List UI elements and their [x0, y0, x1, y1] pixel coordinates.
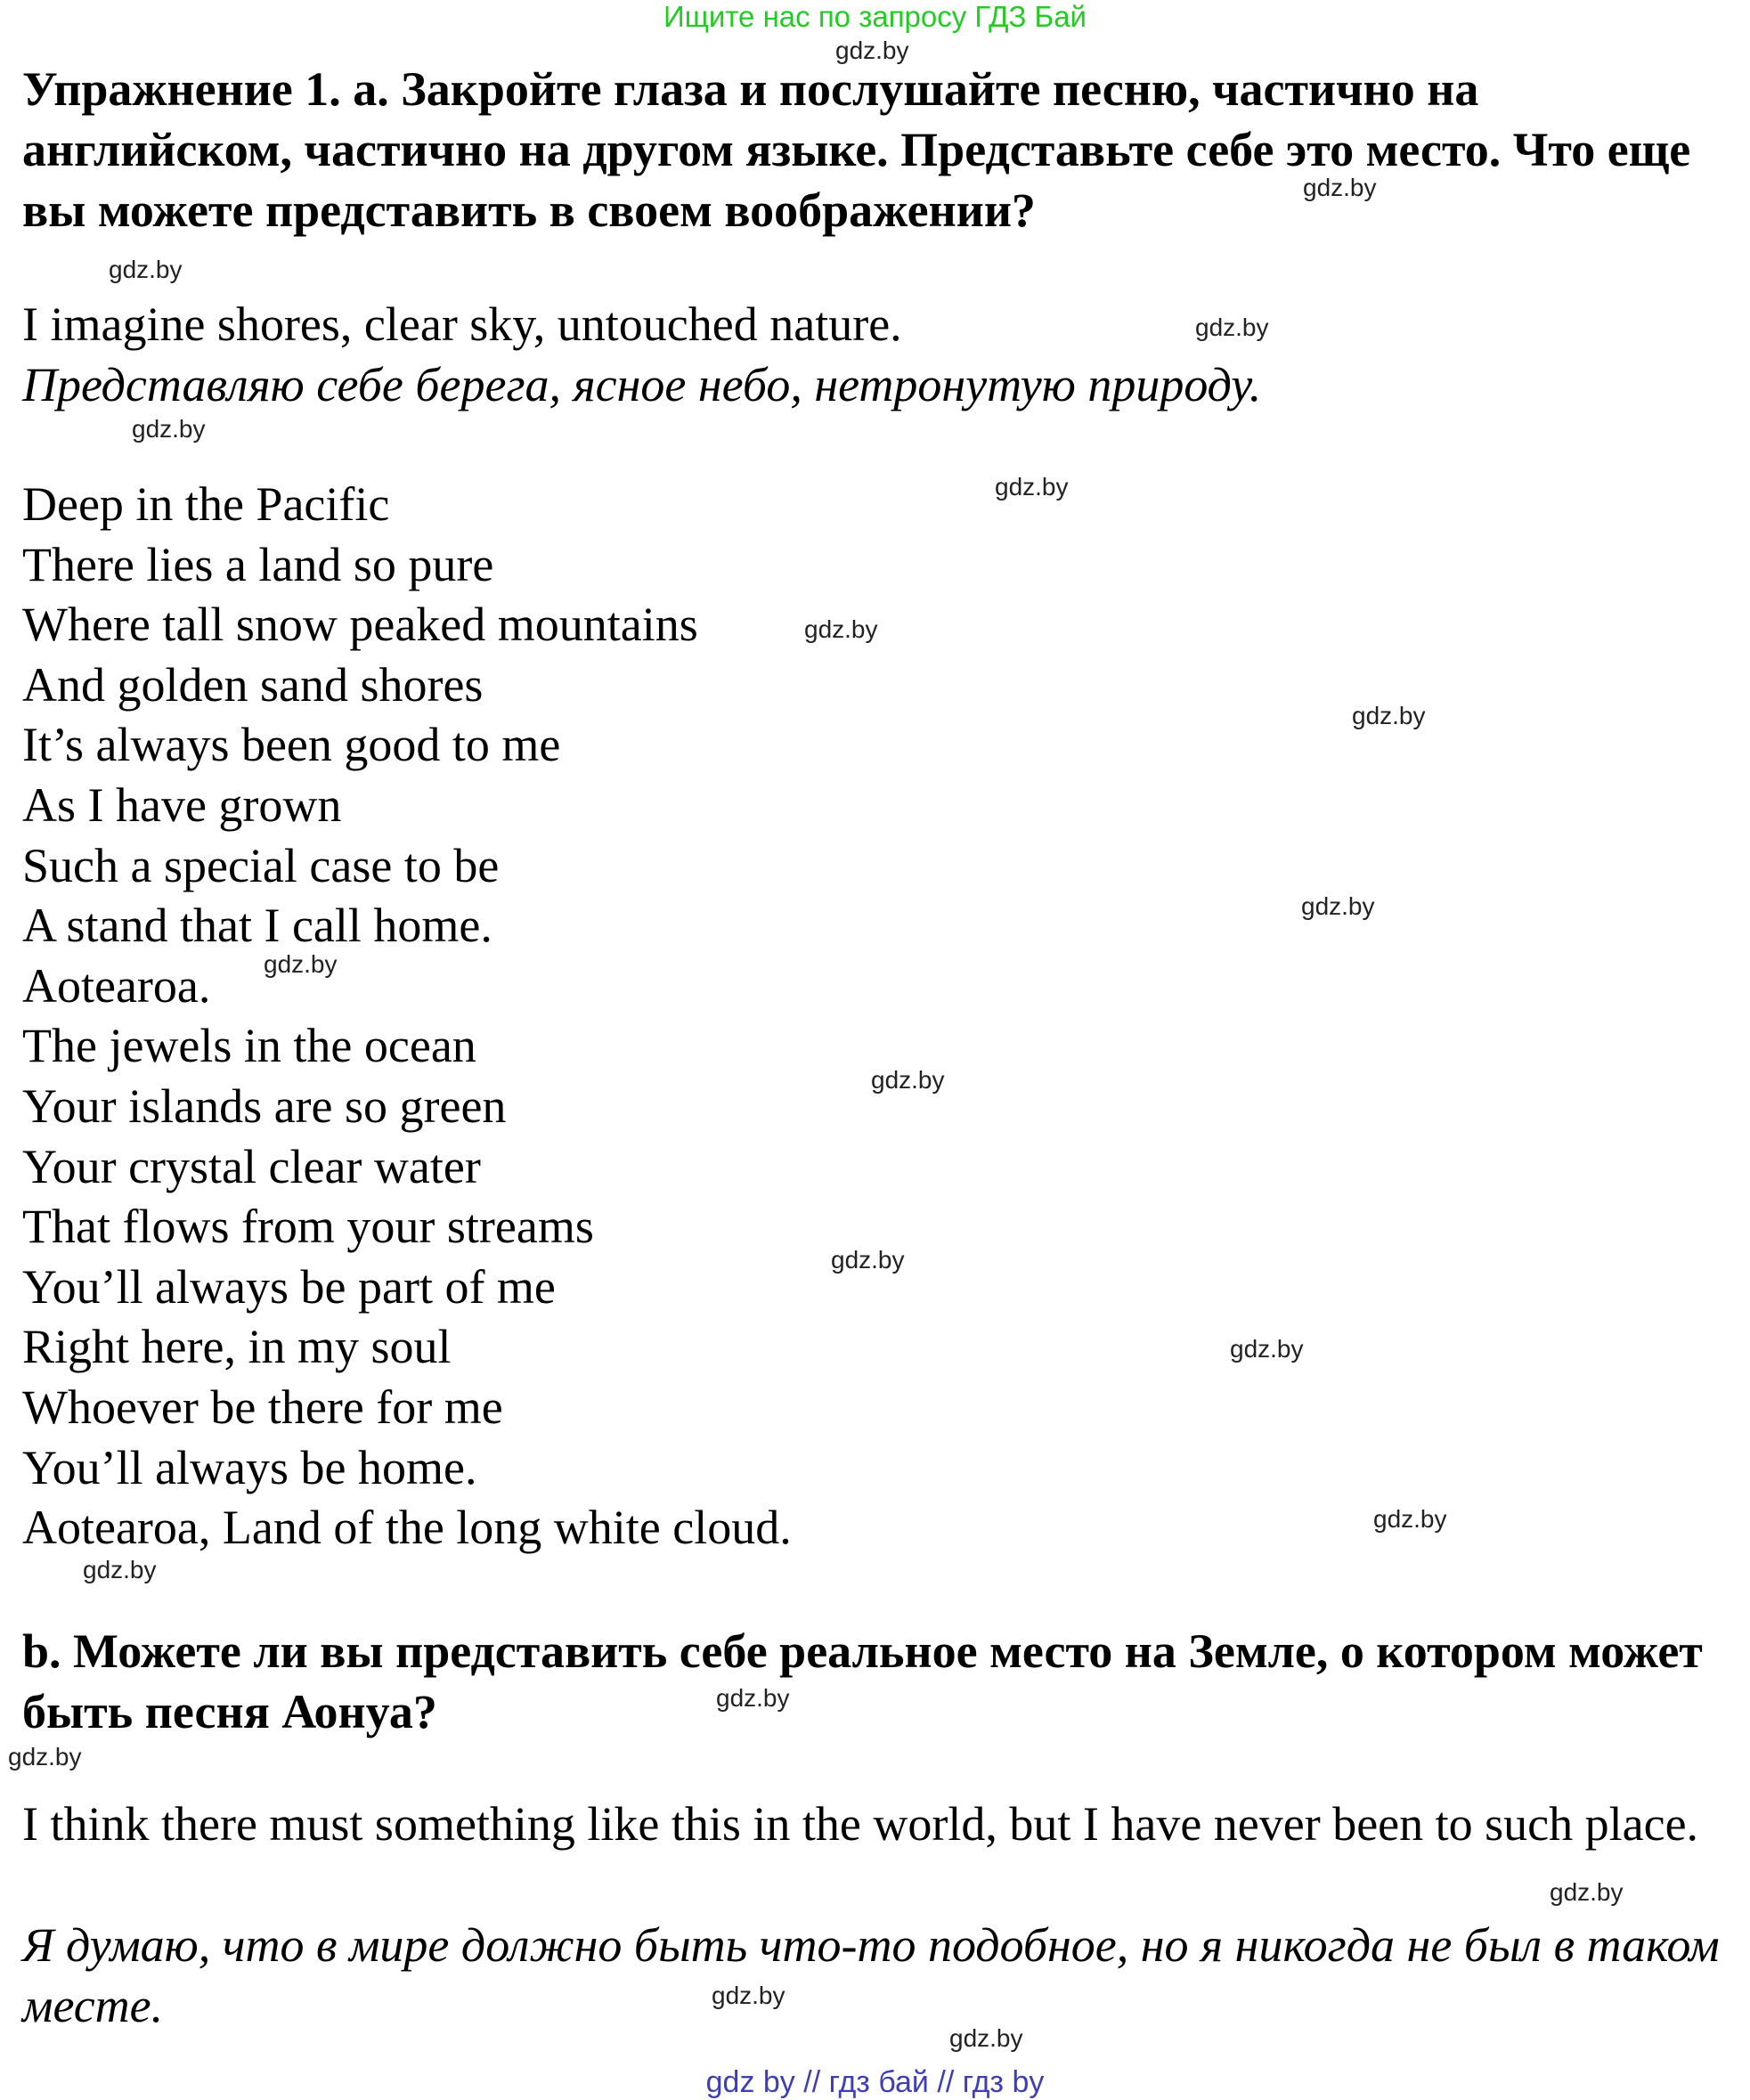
exercise-a-answer-ru: Представляю себе берега, ясное небо, нетронутую природу.	[22, 358, 1262, 411]
song-line: Deep in the Pacific	[22, 477, 390, 531]
top-banner: Ищите нас по запросу ГДЗ Бай	[663, 0, 1087, 33]
watermark: gdz.by	[831, 1246, 905, 1274]
watermark: gdz.by	[132, 415, 206, 443]
song-line: Your crystal clear water	[22, 1139, 481, 1193]
song-line: You’ll always be home.	[22, 1440, 477, 1494]
song-line: There lies a land so pure	[22, 537, 494, 591]
song-line: Your islands are so green	[22, 1078, 507, 1133]
watermark: gdz.by	[1303, 174, 1377, 201]
song-line: A stand that I call home.	[22, 899, 492, 953]
watermark: gdz.by	[1373, 1505, 1447, 1533]
watermark: gdz.by	[83, 1556, 157, 1583]
song-line: That flows from your streams	[22, 1200, 594, 1254]
song-line: You’ll always be part of me	[22, 1259, 556, 1314]
watermark: gdz.by	[1352, 702, 1426, 729]
exercise-b-answer-en: I think there must something like this in the world, but I have never been to such place.	[22, 1797, 1699, 1851]
song-line: The jewels in the ocean	[22, 1019, 476, 1073]
watermark: gdz.by	[871, 1066, 945, 1094]
song-lyrics	[22, 475, 792, 1559]
watermark: gdz.by	[1195, 313, 1269, 341]
song-line: It’s always been good to me	[22, 718, 561, 772]
watermark: gdz.by	[835, 37, 909, 64]
watermark: gdz.by	[264, 950, 338, 978]
song-line: Aotearoa, Land of the long white cloud.	[22, 1501, 792, 1555]
watermark: gdz.by	[949, 2024, 1023, 2052]
watermark: gdz.by	[804, 615, 878, 643]
song-line: Such a special case to be	[22, 838, 500, 892]
footer-links[interactable]: gdz by // гдз бай // гдз by	[705, 2065, 1045, 2099]
song-line: Where tall snow peaked mountains	[22, 598, 698, 652]
song-line: And golden sand shores	[22, 657, 484, 712]
watermark: gdz.by	[712, 1982, 785, 2009]
exercise-b-heading: b. Можете ли вы представить себе реальное место на Земле, о котором может быть песня Аонуа?	[22, 1624, 1703, 1738]
song-line: As I have grown	[22, 777, 342, 832]
song-line: Aotearoa.	[22, 958, 211, 1013]
watermark: gdz.by	[1230, 1335, 1304, 1363]
watermark: gdz.by	[995, 473, 1069, 501]
watermark: gdz.by	[8, 1743, 82, 1770]
watermark: gdz.by	[109, 256, 183, 283]
exercise-a-heading: Упражнение 1. a. Закройте глаза и послушайте песню, частично на английском, частично на другом языке. Представьте себе это место. Что еще вы можете представить в своем воображении?	[22, 62, 1691, 237]
exercise-a-answer-en: I imagine shores, clear sky, untouched nature.	[22, 297, 902, 351]
watermark: gdz.by	[1301, 892, 1375, 920]
song-line: Right here, in my soul	[22, 1320, 452, 1374]
watermark: gdz.by	[716, 1684, 790, 1712]
song-line: Whoever be there for me	[22, 1380, 503, 1434]
exercise-b-answer-ru: Я думаю, что в мире должно быть что-то подобное, но я никогда не был в таком месте.	[22, 1918, 1720, 2032]
watermark: gdz.by	[1550, 1878, 1624, 1906]
